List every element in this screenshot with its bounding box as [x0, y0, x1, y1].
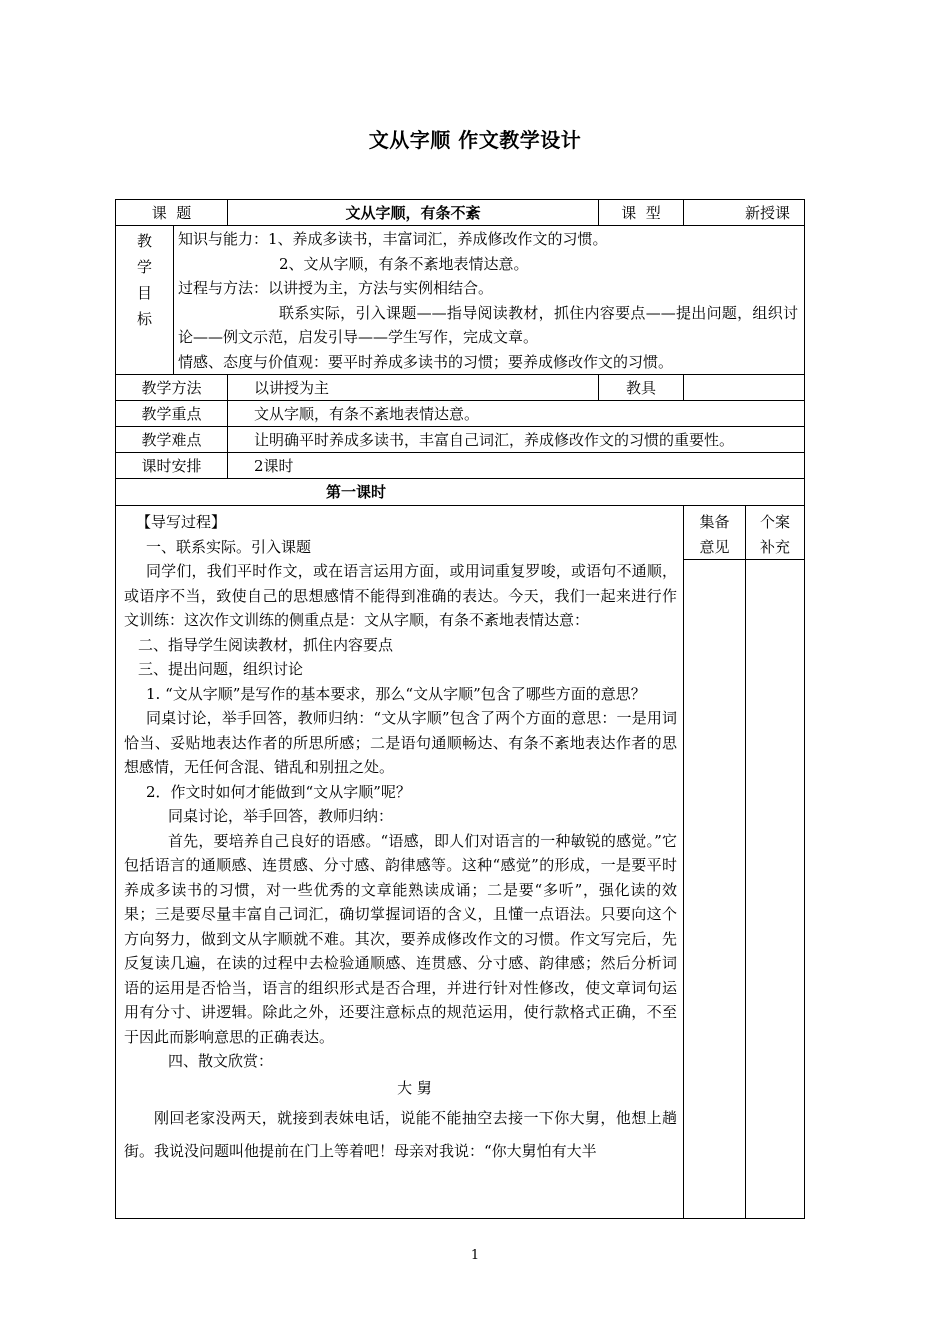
- section-heading: 【导写过程】: [136, 513, 227, 531]
- essay-paragraph: 刚回老家没两天，就接到表妹电话，说能不能抽空去接一下你大舅，他想上趟街。我说没问题叫他提前在门上等着吧！母亲对我说：“你大舅怕有大半: [124, 1109, 678, 1160]
- body-paragraph: 同桌讨论，举手回答，教师归纳：“文从字顺”包含了两个方面的意思：一是用词恰当、妥贴地表达作者的所思所感；二是语句通顺畅达、有条不紊地表达作者的思想感情，无任何含混、错乱和别扭之处。: [124, 709, 678, 776]
- key-row: [116, 401, 805, 427]
- objective-line: 情感、态度与价值观：要平时养成多读书的习惯；要养成修改作文的习惯。: [178, 352, 674, 371]
- objectives-label-char: 标: [136, 310, 152, 328]
- section-heading: 2．作文时如何才能做到“文从字顺”呢？: [146, 782, 411, 801]
- lesson-header: 第一课时: [116, 479, 805, 506]
- body-paragraph: 同桌讨论，举手回答，教师归纳：: [168, 807, 394, 825]
- difficulty-row: [116, 427, 805, 453]
- section-heading: 一、联系实际。引入课题: [146, 537, 312, 556]
- key-label: 教学重点: [116, 401, 228, 427]
- objectives-row: [116, 226, 805, 375]
- topic-value: 文从字顺，有条不紊: [228, 200, 599, 226]
- body-paragraph: 1. “文从字顺”是写作的基本要求，那么“文从字顺”包含了哪些方面的意思？: [146, 684, 646, 703]
- objectives-label: [116, 226, 174, 375]
- tools-value: [684, 375, 805, 401]
- difficulty-label: 教学难点: [116, 427, 228, 453]
- case-supplement-header: [746, 506, 805, 560]
- objectives-label-char: 目: [136, 284, 152, 302]
- key-value: 文从字顺，有条不紊地表情达意。: [228, 401, 805, 427]
- document-title: 文从字顺 作文教学设计: [368, 128, 582, 152]
- objectives-label-char: 学: [136, 258, 152, 276]
- objective-line: 2、文从字顺，有条不紊地表情达意。: [279, 254, 529, 273]
- objectives-content: [174, 226, 805, 375]
- hours-value: 2课时: [228, 453, 805, 479]
- header-row: [116, 200, 805, 226]
- topic-label: 课 题: [116, 200, 228, 226]
- lesson-header-row: [116, 479, 805, 506]
- hours-row: [116, 453, 805, 479]
- prep-opinion-header: [684, 506, 746, 560]
- method-label: 教学方法: [116, 375, 228, 401]
- body-header-row: [116, 506, 805, 560]
- prep-opinion-label: 意见: [699, 537, 730, 556]
- method-row: [116, 375, 805, 401]
- type-value: 新授课: [684, 200, 805, 226]
- case-supplement-label: 补充: [760, 537, 791, 556]
- difficulty-value: 让明确平时养成多读书，丰富自己词汇，养成修改作文的习惯的重要性。: [228, 427, 805, 453]
- section-heading: 三、提出问题，组织讨论: [138, 660, 304, 678]
- case-supplement-cell: [746, 560, 805, 1219]
- objective-line: 知识与能力：1、养成多读书，丰富词汇，养成修改作文的习惯。: [178, 230, 608, 248]
- objective-line: 过程与方法：以讲授为主，方法与实例相结合。: [178, 279, 494, 297]
- teaching-process-content: [116, 506, 684, 1219]
- hours-label: 课时安排: [116, 453, 228, 479]
- section-heading: 二、指导学生阅读教材，抓住内容要点: [138, 635, 394, 654]
- case-supplement-label: 个案: [760, 513, 791, 531]
- page-number: 1: [470, 1248, 480, 1263]
- prep-opinion-label: 集备: [699, 513, 730, 531]
- section-heading: 四、散文欣赏：: [168, 1052, 274, 1070]
- body-paragraph: 首先，要培养自己良好的语感。“语感，即人们对语言的一种敏锐的感觉。”它包括语言的通顺感、连贯感、分寸感、韵律感等。这种“感觉”的形成，一是要平时养成多读书的习惯，对一些优秀的文章能熟读成诵；二是要“多听”，强化读的效果；三是要尽量丰富自己词汇，确切掌握词语的含义，且懂一点语法。只要向这个方向努力，做到文从字顺就不难。其次，要养成修改作文的习惯。作文写完后，先反复读几遍，在读的过程中去检验通顺感、连贯感、分寸感、韵律感；然后分析词语的运用是否恰当，语言的组织形式是否合理，并进行针对性修改，使文章词句运用有分寸、讲逻辑。除此之外，还要注意标点的规范运用，使行款格式正确，不至于因此而影响意思的正确表达。: [124, 831, 678, 1046]
- type-label: 课 型: [599, 200, 684, 226]
- body-paragraph: 同学们，我们平时作文，或在语言运用方面，或用词重复罗唆，或语句不通顺，或语序不当，致使自己的思想感情不能得到准确的表达。今天，我们一起来进行作文训练：这次作文训练的侧重点是：文从字顺，有条不紊地表情达意：: [124, 562, 678, 629]
- objective-line: 联系实际，引入课题——指导阅读教材，抓住内容要点——提出问题，组织讨论——例文示范，启发引导——学生写作，完成文章。: [178, 303, 799, 346]
- prep-opinion-cell: [684, 560, 746, 1219]
- tools-label: 教具: [599, 375, 684, 401]
- lesson-plan-table: [115, 199, 804, 1216]
- objectives-label-char: 教: [136, 232, 152, 250]
- essay-title: 大 舅: [397, 1078, 432, 1097]
- method-value: 以讲授为主: [228, 375, 599, 401]
